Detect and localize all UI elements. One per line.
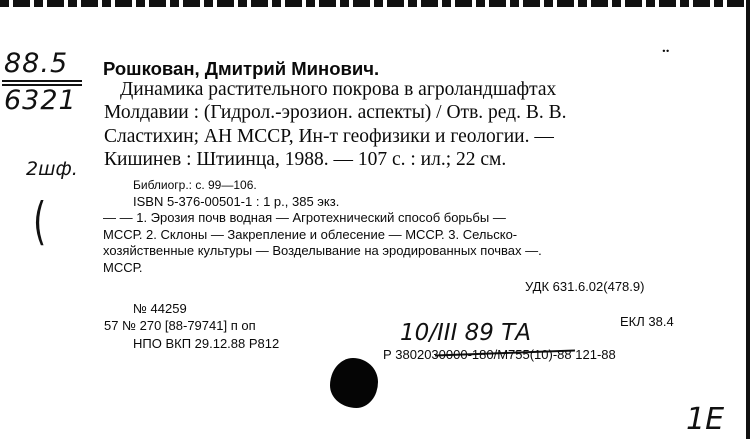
title-line: Сластихин; АН МССР, Ин-т геофизики и геологии. — (104, 125, 554, 147)
bibliography: Библиогр.: с. 99—106. (133, 178, 257, 192)
udk-code: УДК 631.6.02(478.9) (525, 279, 645, 294)
subject-line: МССР. (103, 259, 143, 275)
order-number: 57 № 270 [88-79741] п оп (104, 318, 256, 333)
price-code: Р 3802030000-180/М755(10)-88 121-88 (383, 347, 616, 362)
shelf-mark-top: 88.5 (4, 48, 69, 79)
author: Рошкован, Дмитрий Минович. (103, 58, 380, 79)
title-block (104, 78, 704, 172)
subject-line: хозяйственные культуры — Возделывание на эродированных почвах —. (103, 243, 542, 258)
handwritten-paren: ( (33, 192, 47, 252)
npo-line: НПО ВКП 29.12.88 Р812 (133, 336, 280, 351)
ink-blot (330, 358, 378, 408)
right-edge (746, 0, 750, 439)
subject-line: — — 1. Эрозия почв водная — Агротехнический способ борьбы — (103, 210, 506, 225)
title-line: Динамика растительного покрова в агроландшафтах (120, 79, 557, 100)
corner-marks: .. (662, 40, 670, 56)
subject-headings (103, 210, 703, 276)
subject-line: МССР. 2. Склоны — Закрепление и облесение — МССР. 3. Сельско- (103, 226, 518, 242)
shelf-mark-bottom: 6321 (4, 85, 77, 116)
isbn: ISBN 5-376-00501-1 : 1 р., 385 экз. (133, 194, 340, 209)
card-number: № 44259 (133, 301, 187, 316)
corner-handwriting: 1Е (686, 402, 725, 437)
handwritten-note: 2шф. (26, 158, 78, 180)
title-line: Молдавии : (Гидрол.-эрозион. аспекты) / Отв. ред. В. В. (104, 102, 567, 124)
handwritten-date: 10/III 89 ТА (400, 320, 532, 346)
ekl-code: ЕКЛ 38.4 (620, 314, 674, 329)
shelf-rule (2, 80, 82, 82)
title-line: Кишинев : Штиинца, 1988. — 107 с. : ил.; 22 см. (104, 149, 507, 171)
top-border (0, 0, 750, 7)
